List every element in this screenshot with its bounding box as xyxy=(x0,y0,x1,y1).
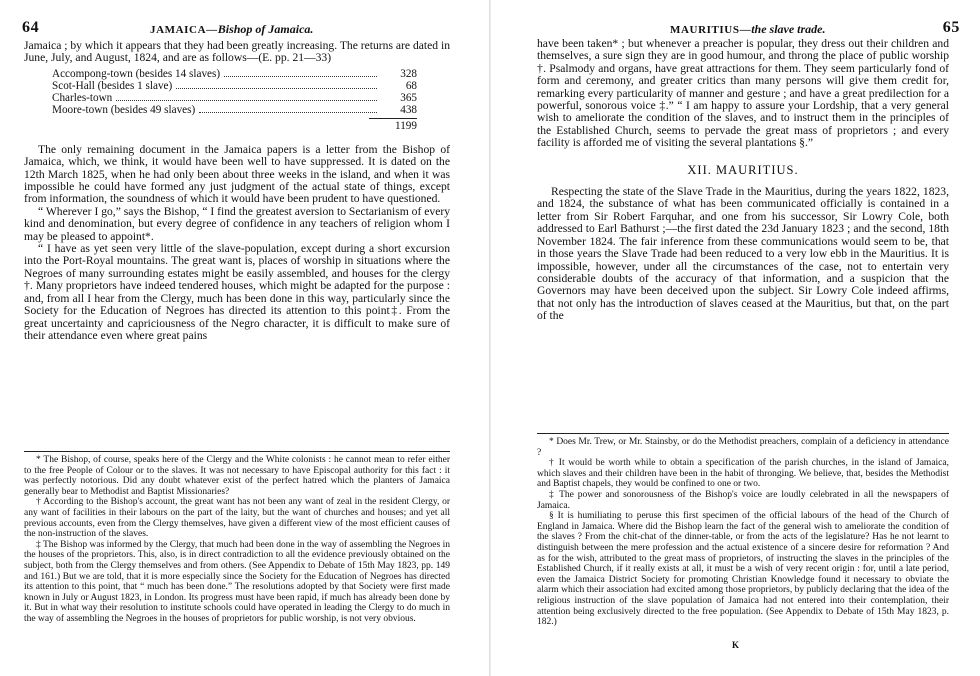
returns-list xyxy=(52,68,417,132)
returns-label: Accompong-town (besides 14 slaves) xyxy=(52,67,221,80)
left-paragraph: The only remaining document in the Jamaica papers is a letter from the Bishop of Jamaica, which, we think, it would have been well to have suppressed. It is dated on the 12th March 1825, when he had only been about three weeks in the island, and when it was impossible he could have formed any just judgment of the actual state of things, except from information, the soundness of which it would have been prudent to have questioned. xyxy=(24,142,450,206)
returns-label: Scot-Hall (besides 1 slave) xyxy=(52,79,173,92)
left-footnotes xyxy=(24,455,450,625)
section-heading: XII. MAURITIUS. xyxy=(687,162,799,177)
returns-total: 1199 xyxy=(395,119,417,132)
footnote: † It would be worth while to obtain a specification of the parish churches, in the island of Jamaica, which slaves and their children have been in the habit of thronging. We believe, that, besides the Methodist and Baptist chapels, they would be confined to one or two. xyxy=(537,458,949,490)
returns-row xyxy=(52,92,417,104)
right-footnotes xyxy=(537,437,949,628)
left-running-title: JAMAICA— xyxy=(150,24,218,36)
returns-label: Charles-town xyxy=(52,91,113,104)
right-page-number: 65 xyxy=(942,19,960,36)
returns-row xyxy=(52,104,417,116)
footnote: ‡ The power and sonorousness of the Bishop's voice are loudly celebrated in all the newspapers of Jamaica. xyxy=(537,489,949,511)
signature-mark: K xyxy=(732,640,740,650)
right-footnote-rule xyxy=(537,433,949,434)
returns-value: 438 xyxy=(400,103,417,116)
footnote: * The Bishop, of course, speaks here of the Clergy and the White colonists : he cannot mean to refer either to the free People of Colour or to the slaves. It was not necessary to have Episcopal authority for this fact : it was perfectly notorious. Did any doubt whatever exist of the perfect hatred which the planters of Jamaica generally bear to Methodist and Baptist Missionaries? xyxy=(24,455,450,497)
right-page xyxy=(490,0,980,676)
returns-row xyxy=(52,80,417,92)
left-page-number: 64 xyxy=(22,19,40,36)
footnote: ‡ The Bishop was informed by the Clergy, that much had been done in the way of assembling the Negroes in the houses of the proprietors. This, also, is in direct contradiction to all the evidence previously obtained on the subject, both from the Clergy themselves and from others. (See Appendix to Debate of 15th May 1823, pp. 149 and 161.) But we are told, that it is more especially since the Society for the Education of Negroes has directed its attention to this point, that “ much has been done.” The resolutions adopted by that Society were first made known in July or August 1823, in London. Its progress must have been rapid, if much has already been done by it. But in what way their resolution to institute schools could have operated in leading the Clergy to do much in the way of assembling the Negroes in the houses of proprietors for public worship, is not very obvious. xyxy=(24,539,450,624)
left-running-title-italic: Bishop of Jamaica. xyxy=(217,22,314,36)
left-paragraph: “ Wherever I go,” says the Bishop, “ I find the greatest aversion to Sectarianism of every kind and denomination, but every degree of confidence in any teachers of religion whom I may be pleased to appoint*. xyxy=(24,204,450,243)
footnote: § It is humiliating to peruse this first specimen of the official labours of the head of the Church of England in Jamaica. Where did the Bishop learn the fact of the general wish to ameliorate the condition of the slaves ? From the chit-chat of the dinner-table, or from the acts of the legislature? Has he not learnt to distinguish between the mere profession and the actual existence of a sincere desire for reformation ? And as for the wish, attributed to the great mass of proprietors, of instructing the slaves in the principles of the Established Church, if it really exists at all, it must be a wish of very recent origin : for, until a late period, even the Jamaica District Society for promoting Christian Knowledge found it necessary to obviate the alarm which their association had excited among those proprietors, by publicly declaring that the idea of the religious instruction of the slave population of Jamaica had not entered into their contemplation, their attention being exclusively directed to the free population. (See Appendix to Debate of 15th May 1823, p. 182.) xyxy=(537,511,949,628)
footnote: † According to the Bishop's account, the great want has not been any want of zeal in the resident Clergy, or any want of facilities in their labours on the part of the laity, but the want of churches and houses; and yet all previous accounts, even from the Clergy themselves, have given a different view of the most efficient causes of the non-instruction of the slaves. xyxy=(24,497,450,540)
returns-value: 365 xyxy=(400,91,417,104)
right-section-paragraph: Respecting the state of the Slave Trade in the Mauritius, during the years 1822, 1823, and 1824, the substance of what has been communicated officially is contained in a letter from Sir Robert Farquhar, and one from his successor, Sir Lowry Cole, both addressed to Earl Bathurst ;—the first dated the 23d January 1823 ; and the second, 18th November 1824. The fair inference from these communications would seem to be, that in those years the Slave Trade had been reduced to a very low ebb in the Mauritius. It is impossible, however, under all the circumstances of the case, not to entertain very considerable doubts of the accuracy of that information, and a suspicion that the Governors may have been deceived upon the subject. Sir Lowry Cole indeed affirms, that not only has the introduction of slaves ceased at the Mauritius, but that, on the part of the xyxy=(537,185,949,323)
left-intro-paragraph: Jamaica ; by which it appears that they had been greatly increasing. The returns are dated in June, July, and August, 1824, and are as follows—(E. pp. 21—33) xyxy=(24,39,450,65)
right-body-text xyxy=(537,38,949,323)
right-continuation-paragraph: have been taken* ; but whenever a preacher is popular, they dress out their children and themselves, a sure sign they are in good humour, and throng the place of public worship †. Psalmody and organs, have great attractions for them. They seem particularly fond of form and ceremony, and greater critics than many persons will give them credit for, remarking every particularity of manner and gesture ; and have a great predilection for a powerful, sonorous voice ‡.” “ I am happy to assure your Lordship, that a very general wish to ameliorate the condition of the slaves, and to instruct them in the principles of the Established Church, seems to pervade the great mass of proprietors ; and every facility is afforded me of visiting the several plantations §.” xyxy=(537,37,949,150)
returns-row xyxy=(52,68,417,80)
left-body-text xyxy=(24,40,450,342)
returns-total-rule xyxy=(369,118,417,119)
returns-value: 68 xyxy=(405,79,417,92)
returns-label: Moore-town (besides 49 slaves) xyxy=(52,103,196,116)
right-running-title: MAURITIUS— xyxy=(670,24,752,36)
returns-value: 328 xyxy=(400,67,417,80)
right-running-title-italic: the slave trade. xyxy=(751,22,826,36)
footnote: * Does Mr. Trew, or Mr. Stainsby, or do the Methodist preachers, complain of a deficiency in attendance ? xyxy=(537,437,949,458)
left-paragraph: “ I have as yet seen very little of the slave-population, except during a short excursion into the Port-Royal mountains. The great want is, places of worship in situations where the Negroes of many surrounding estates might be easily assembled, and houses for the clergy †. Many proprietors have indeed tendered houses, which might be adapted for the purpose : and, from all I hear from the Clergy, much has been done in this way, particularly since the Society for the Education of Negroes has directed its attention to this point‡. From the great uncertainty and capriciousness of the Negro character, it is difficult to make sure of their attendance even where great pains xyxy=(24,242,450,342)
left-footnote-rule xyxy=(24,451,450,452)
